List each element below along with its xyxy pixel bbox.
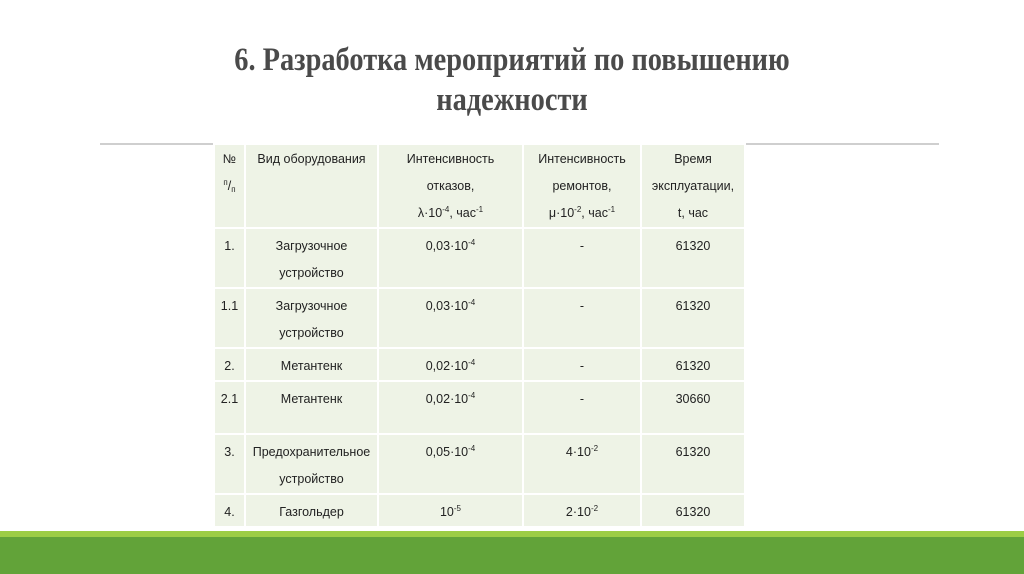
cell-equipment: Загрузочное устройство	[245, 288, 378, 348]
header-repair-line1: Интенсивность	[538, 152, 626, 166]
cell-failure-rate	[378, 288, 523, 348]
failure-base: 0,03·10	[425, 299, 469, 313]
cell-failure-rate	[378, 494, 523, 527]
cell-repair-rate	[523, 228, 641, 288]
reliability-table	[213, 143, 746, 528]
header-failure-prefix: λ·10	[417, 206, 443, 220]
cell-equipment: Предохранительное устройство	[245, 434, 378, 494]
table-row	[214, 288, 745, 348]
reliability-table-container	[213, 143, 744, 528]
failure-exp: -4	[468, 238, 476, 247]
cell-num: 2.1	[214, 381, 245, 434]
cell-repair-rate	[523, 288, 641, 348]
cell-failure-rate	[378, 381, 523, 434]
failure-base: 10	[439, 505, 454, 519]
slide-title	[72, 40, 953, 120]
repair-exp: -2	[590, 444, 599, 453]
failure-exp: -5	[453, 504, 462, 513]
title-line-1: 6. Разработка мероприятий по повышению	[234, 42, 790, 78]
table-row	[214, 381, 745, 434]
header-equipment: Вид оборудования	[245, 144, 378, 228]
header-failure-unit: , час	[449, 206, 476, 220]
cell-repair-rate	[523, 434, 641, 494]
header-repair-exp: -2	[574, 205, 582, 214]
table-row	[214, 228, 745, 288]
header-num	[214, 144, 245, 228]
cell-num: 4.	[214, 494, 245, 527]
header-num-sup: п	[223, 178, 228, 187]
title-line-2: надежности	[436, 82, 588, 118]
header-time-line3: t, час	[677, 206, 709, 220]
table-row	[214, 348, 745, 381]
failure-base: 0,02·10	[425, 392, 469, 406]
cell-num: 1.1	[214, 288, 245, 348]
header-num-symbol: №	[222, 152, 237, 166]
table-row	[214, 434, 745, 494]
cell-operating-time: 61320	[641, 434, 745, 494]
header-failure-unit-exp: -1	[476, 205, 484, 214]
cell-operating-time: 61320	[641, 288, 745, 348]
header-num-sep: /	[227, 179, 232, 193]
cell-failure-rate	[378, 228, 523, 288]
cell-failure-rate	[378, 348, 523, 381]
failure-base: 0,05·10	[425, 445, 469, 459]
cell-operating-time: 61320	[641, 494, 745, 527]
header-repair-rate	[523, 144, 641, 228]
cell-failure-rate	[378, 434, 523, 494]
cell-repair-rate	[523, 381, 641, 434]
cell-equipment: Метантенк	[245, 348, 378, 381]
cell-num: 3.	[214, 434, 245, 494]
cell-repair-rate	[523, 348, 641, 381]
header-failure-rate	[378, 144, 523, 228]
header-time-line2: эксплуатации,	[651, 179, 735, 193]
cell-repair-rate	[523, 494, 641, 527]
header-repair-line2: ремонтов,	[552, 179, 612, 193]
repair-base: -	[579, 299, 585, 313]
cell-num: 1.	[214, 228, 245, 288]
cell-operating-time: 61320	[641, 348, 745, 381]
cell-equipment: Газгольдер	[245, 494, 378, 527]
header-num-sub: п	[231, 185, 236, 194]
failure-base: 0,03·10	[425, 239, 469, 253]
header-repair-unit: , час	[581, 206, 608, 220]
header-time-line1: Время	[674, 152, 712, 166]
cell-operating-time: 61320	[641, 228, 745, 288]
cell-num: 2.	[214, 348, 245, 381]
failure-exp: -4	[468, 298, 476, 307]
footer-accent-bar-dark	[0, 537, 1024, 574]
cell-equipment: Загрузочное устройство	[245, 228, 378, 288]
header-failure-exp: -4	[442, 205, 450, 214]
repair-base: -	[579, 239, 585, 253]
repair-base: 2·10	[565, 505, 591, 519]
repair-exp: -2	[590, 504, 599, 513]
header-row	[214, 144, 745, 228]
failure-exp: -4	[468, 358, 476, 367]
repair-base: -	[579, 359, 585, 373]
repair-base: 4·10	[565, 445, 591, 459]
table-row	[214, 494, 745, 527]
header-failure-line2: отказов,	[426, 179, 475, 193]
header-operating-time	[641, 144, 745, 228]
cell-equipment: Метантенк	[245, 381, 378, 434]
failure-exp: -4	[468, 391, 476, 400]
header-failure-line1: Интенсивность	[406, 152, 495, 166]
failure-base: 0,02·10	[425, 359, 469, 373]
cell-operating-time: 30660	[641, 381, 745, 434]
repair-base: -	[579, 392, 585, 406]
header-repair-prefix: μ·10	[548, 206, 575, 220]
header-repair-unit-exp: -1	[607, 205, 616, 214]
failure-exp: -4	[468, 444, 476, 453]
